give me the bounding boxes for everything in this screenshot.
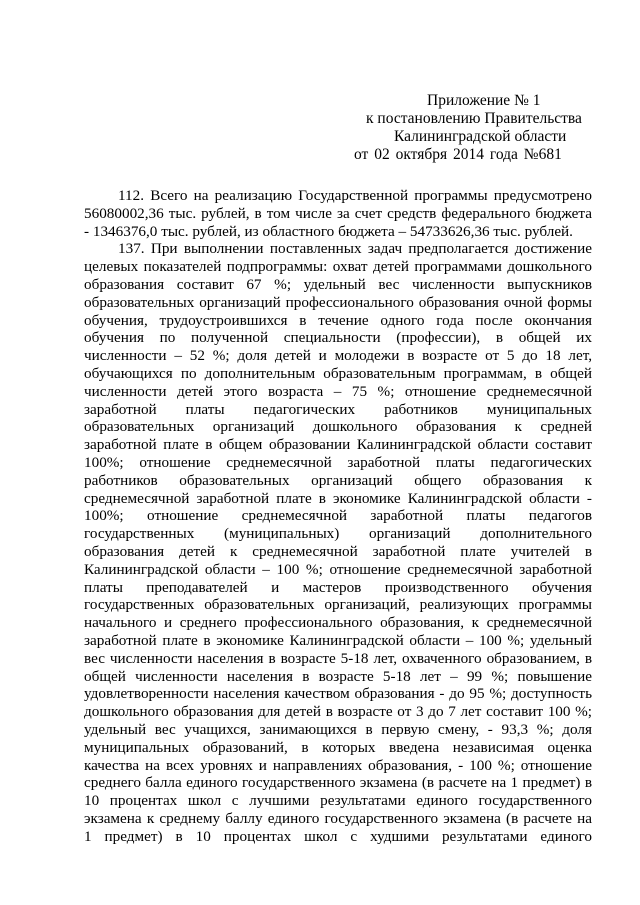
paragraph-112 xyxy=(84,187,592,240)
appendix-header xyxy=(352,92,592,164)
paragraph-137 xyxy=(84,240,592,845)
text-line: образовательных организаций дошкольного образования к средней xyxy=(84,418,592,436)
text-line: работников образовательных организаций общего образования к xyxy=(84,471,592,489)
appendix-region: Калининградской области xyxy=(394,128,567,145)
text-line: образования детей к среднемесячной заработной плате учителей в xyxy=(84,542,592,560)
text-line: 137. При выполнении поставленных задач предполагается достижение xyxy=(118,240,592,258)
text-line: 100%; отношение среднемесячной заработной платы педагогов xyxy=(84,507,592,525)
text-line: - 1346376,0 тыс. рублей, из областного бюджета – 54733626,36 тыс. рублей. xyxy=(84,222,573,240)
text-line: среднего балла единого государственного экзамена (в расчете на 1 предмет) в xyxy=(84,774,592,792)
text-line: 112. Всего на реализацию Государственной программы предусмотрено xyxy=(118,187,592,204)
text-line: целевых показателей подпрограммы: охват детей программами дошкольного xyxy=(84,258,592,276)
text-line: вес численности населения в возрасте 5-18 лет, охваченного образованием, в xyxy=(84,649,592,667)
text-line: 100%; отношение среднемесячной заработной платы педагогических xyxy=(84,453,592,471)
appendix-reference: к постановлению Правительства xyxy=(366,110,582,127)
text-line: качества на всех уровнях и направлениях образования, - 100 %; отношение xyxy=(84,756,592,774)
text-line: заработной платы педагогических работников муниципальных xyxy=(84,400,592,418)
text-line: платы преподавателей и мастеров производственного обучения xyxy=(84,578,592,596)
text-line: заработной плате в общем образовании Калининградской области составит xyxy=(84,436,592,454)
text-line: 1 предмет) в 10 процентах школ с худшими результатами единого xyxy=(84,827,592,845)
text-line: начального и среднего профессионального образования, к среднемесячной xyxy=(84,614,592,632)
text-line: 10 процентах школ с лучшими результатами единого государственного xyxy=(84,792,592,810)
text-line: муниципальных образований, в которых введена независимая оценка xyxy=(84,738,592,756)
text-line: обучения, трудоустроившихся в течение одного года после окончания xyxy=(84,311,592,329)
text-line: среднемесячной заработной плате в экономике Калининградской области - xyxy=(84,489,592,507)
text-line: образовательных организаций профессионального образования очной формы xyxy=(84,293,592,311)
text-line: удельный вес учащихся, занимающихся в первую смену, - 93,3 %; доля xyxy=(84,720,592,738)
text-line: обучающихся по дополнительным образовательным программам, в общей xyxy=(84,364,592,382)
text-line: обучения по полученной специальности (профессии), в общей их xyxy=(84,329,592,347)
text-line: общей численности населения в возрасте 5-18 лет – 99 %; повышение xyxy=(84,667,592,685)
text-line: экзамена к среднему баллу единого государственного экзамена (в расчете на xyxy=(84,809,592,827)
text-line: 56080002,36 тыс. рублей, в том числе за счет средств федерального бюджета xyxy=(84,204,592,222)
text-line: образования составит 67 %; удельный вес численности выпускников xyxy=(84,275,592,293)
text-line: Калининградской области – 100 %; отношение среднемесячной заработной xyxy=(84,560,592,578)
text-line: удовлетворенности населения качеством образования - до 95 %; доступность xyxy=(84,685,592,703)
text-line: государственных (муниципальных) организаций дополнительного xyxy=(84,525,592,543)
appendix-title: Приложение № 1 xyxy=(427,92,541,109)
text-line: заработной плате в экономике Калининградской области – 100 %; удельный xyxy=(84,631,592,649)
text-line: дошкольного образования для детей в возрасте от 3 до 7 лет составит 100 %; xyxy=(84,703,592,721)
text-line: численности – 52 %; доля детей и молодежи в возрасте от 5 до 18 лет, xyxy=(84,347,592,365)
text-line: численности детей этого возраста – 75 %; отношение среднемесячной xyxy=(84,382,592,400)
text-line: государственных образовательных организаций, реализующих программы xyxy=(84,596,592,614)
document-body xyxy=(84,187,592,845)
appendix-date-number: от 02 октября 2014 года №681 xyxy=(354,146,562,163)
